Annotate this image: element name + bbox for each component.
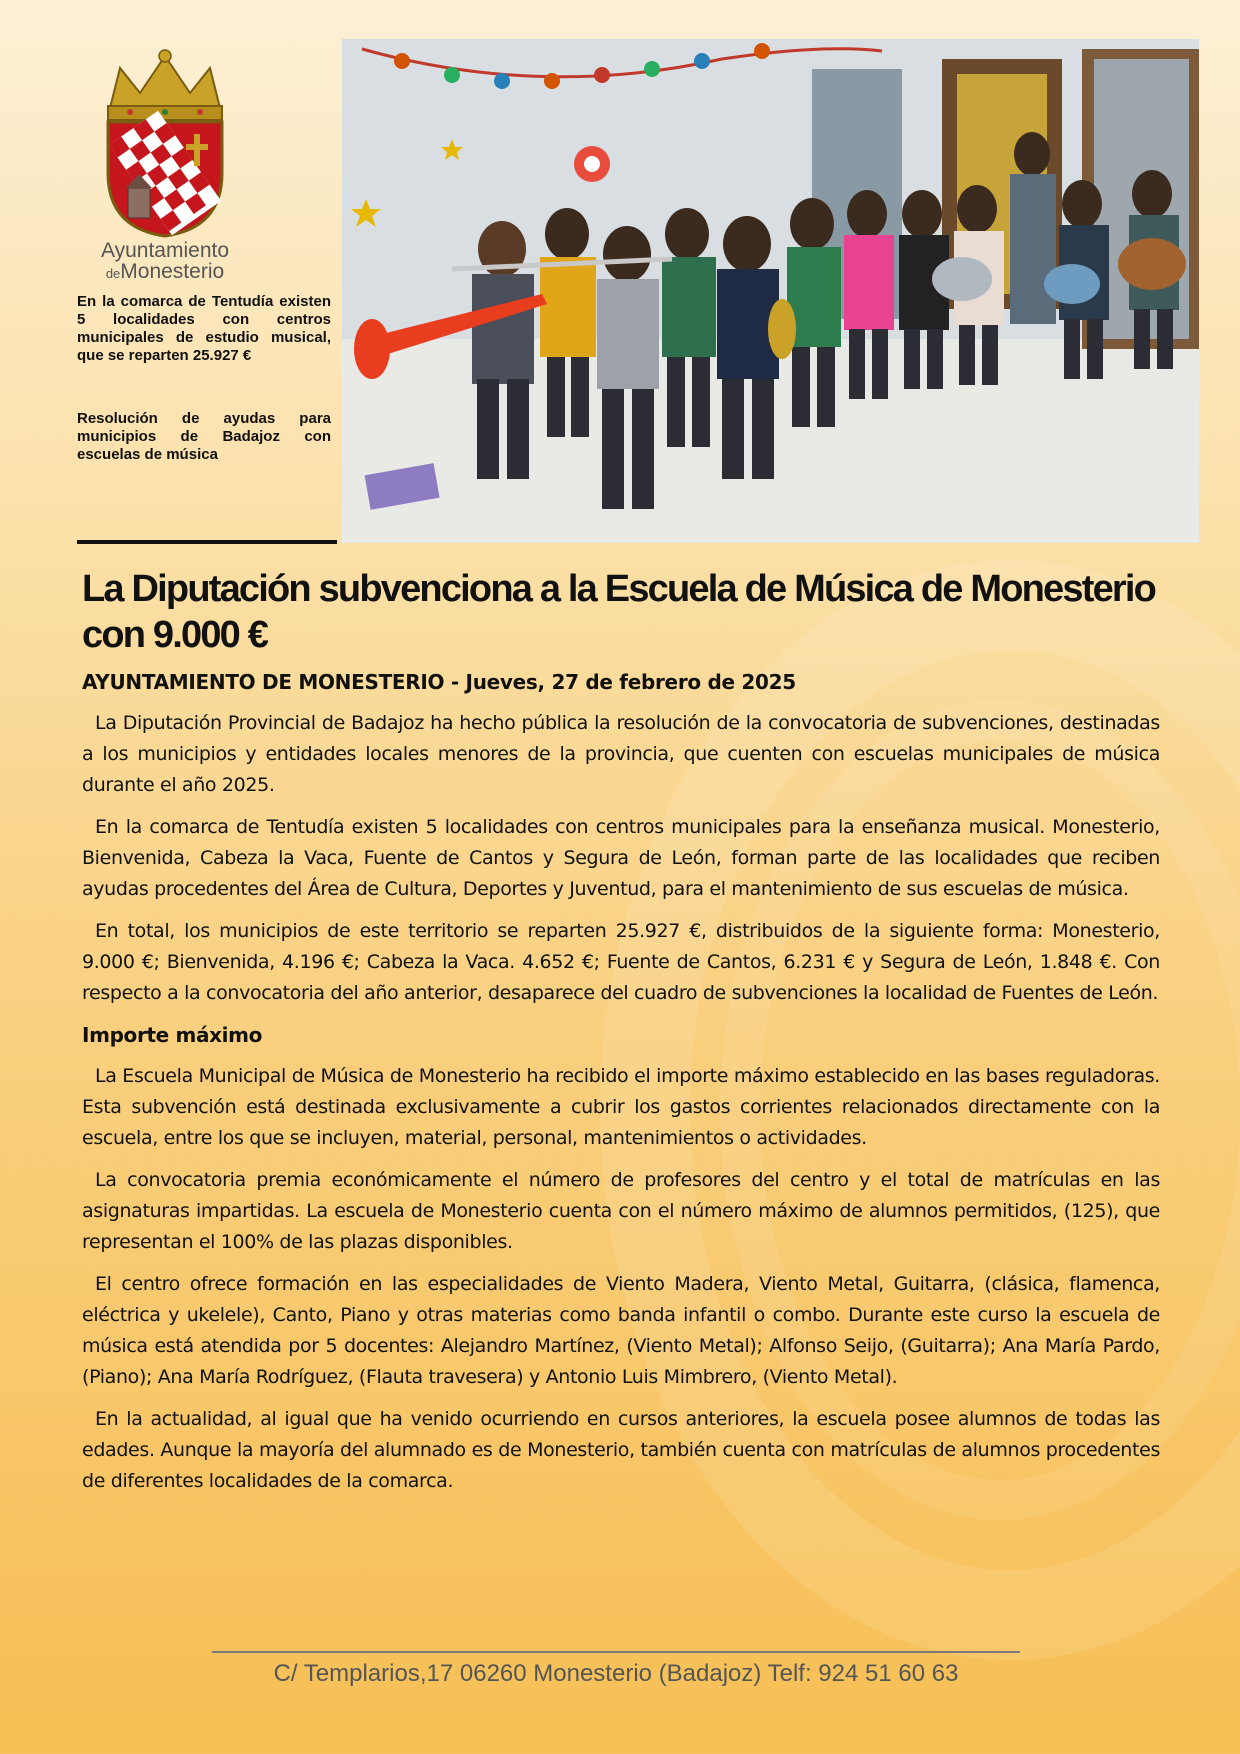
municipality-logo bbox=[90, 48, 240, 288]
logo-caption-prefix: de bbox=[105, 266, 121, 281]
logo-caption-line2: Monesterio bbox=[120, 260, 225, 283]
sidebar-resolution: Resolución de ayudas para municipios de Badajoz con escuelas de música bbox=[77, 410, 331, 463]
footer-address: C/ Templarios,17 06260 Monesterio (Badajoz) Telf: 924 51 60 63 bbox=[273, 1660, 959, 1687]
article-paragraph: En la actualidad, al igual que ha venido ocurriendo en cursos anteriores, la escuela posee alumnos de todas las edades. Aunque la mayoría del alumnado es de Monesterio, también cuenta con matrículas de alumnos procedentes de diferentes localidades de la comarca. bbox=[82, 1408, 1160, 1492]
article-headline: La Diputación subvenciona a la Escuela de Música de Monesterio con 9.000 € bbox=[82, 568, 1156, 656]
article-paragraph: La Diputación Provincial de Badajoz ha hecho pública la resolución de la convocatoria de subvenciones, destinadas a los municipios y entidades locales menores de la provincia, que cuenten con escuelas municipales de música durante el año 2025. bbox=[82, 712, 1160, 796]
coat-of-arms-icon bbox=[90, 48, 240, 238]
article-paragraph: La convocatoria premia económicamente el número de profesores del centro y el total de matrículas en las asignaturas impartidas. La escuela de Monesterio cuenta con el número máximo de alumnos permitidos, (125), que representan el 100% de las plazas disponibles. bbox=[82, 1169, 1160, 1253]
article-paragraph: En total, los municipios de este territorio se reparten 25.927 €, distribuidos de la siguiente forma: Monesterio, 9.000 €; Bienvenida, 4.196 €; Cabeza la Vaca. 4.652 €; Fuente de Cantos, 6.231 € y Segura de León, 1.848 €. Con respecto a la convocatoria del año anterior, desaparece del cuadro de subvenciones la localidad de Fuentes de León. bbox=[82, 920, 1160, 1004]
music-students-photo bbox=[342, 39, 1199, 543]
article-paragraph: La Escuela Municipal de Música de Monesterio ha recibido el importe máximo establecido en las bases reguladoras. Esta subvención está destinada exclusivamente a cubrir los gastos corrientes relacionados directamente con la escuela, entre los que se incluyen, material, personal, mantenimientos o actividades. bbox=[82, 1065, 1160, 1149]
sidebar-summary: En la comarca de Tentudía existen 5 localidades con centros municipales de estudio musical, que se reparten 25.927 € bbox=[77, 293, 331, 364]
footer-divider bbox=[212, 1651, 1020, 1653]
article-byline: AYUNTAMIENTO DE MONESTERIO - Jueves, 27 de febrero de 2025 bbox=[82, 670, 796, 694]
article-paragraph: En la comarca de Tentudía existen 5 localidades con centros municipales para la enseñanza musical. Monesterio, Bienvenida, Cabeza la Vaca, Fuente de Cantos y Segura de León, forman parte de las localidades que reciben ayudas procedentes del Área de Cultura, Deportes y Juventud, para el mantenimiento de sus escuelas de música. bbox=[82, 816, 1160, 900]
article-subheading: Importe máximo bbox=[82, 1023, 263, 1047]
article-paragraph: El centro ofrece formación en las especialidades de Viento Madera, Viento Metal, Guitarra, (clásica, flamenca, eléctrica y ukelele), Canto, Piano y otras materias como banda infantil o combo. Durante este curso la escuela de música está atendida por 5 docentes: Alejandro Martínez, (Viento Metal); Alfonso Seijo, (Guitarra); Ana María Pardo, (Piano); Ana María Rodríguez, (Flauta travesera) y Antonio Luis Mimbrero, (Viento Metal). bbox=[82, 1273, 1160, 1388]
logo-caption bbox=[90, 240, 240, 282]
article-body bbox=[82, 708, 1160, 1508]
sidebar-divider bbox=[77, 540, 337, 544]
logo-caption-line1: Ayuntamiento bbox=[100, 239, 230, 262]
